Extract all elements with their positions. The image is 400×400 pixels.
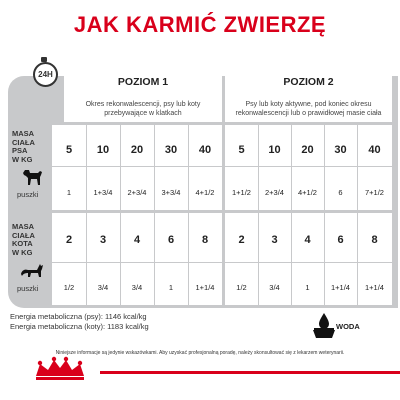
cat-icon — [20, 260, 46, 278]
cat-weight-cell: 3 — [271, 234, 278, 246]
dog-cans-cell: 4+1/2 — [298, 188, 317, 197]
page-title: JAK KARMIĆ ZWIERZĘ — [73, 12, 327, 37]
dog-cans-cell: 2+3/4 — [127, 188, 147, 197]
dog-cans-cell: 2+3/4 — [265, 188, 284, 197]
cat-cans-cell: 1/2 — [236, 283, 247, 292]
cat-cans-cell: 3/4 — [97, 283, 109, 292]
level-1-desc: Okres rekonwalescencji, psy lub koty przebywające w klatkach — [85, 101, 201, 117]
level-2-dog-section — [225, 125, 392, 210]
dog-cans-cell: 1 — [66, 188, 72, 197]
dog-cans-label: puszki — [17, 190, 39, 199]
disclaimer-note: Niniejsze informacje są jedynie wskazówkami. Aby uzyskać profesjonalną poradę, należy skonsultować się z lekarzem weterynarii. — [55, 350, 345, 356]
dog-weight-cell: 40 — [198, 144, 212, 156]
dog-icon — [22, 168, 44, 186]
royal-canin-crown-icon — [30, 356, 90, 382]
cat-weight-cell: 8 — [201, 234, 209, 246]
dog-cans-cell: 4+1/2 — [195, 188, 215, 197]
level-2-desc: Psy lub koty aktywne, pod koniec okresu rekonwalescencji lub o prawidłowej masie ciała — [235, 101, 382, 117]
water-bowl-icon — [312, 312, 336, 340]
dog-weight-cell: 10 — [268, 144, 281, 156]
dog-weight-label: MASA CIAŁA PSA W KG — [12, 129, 35, 164]
cat-cans-cell: 1 — [305, 283, 310, 292]
cat-cans-cell: 1+1/4 — [331, 283, 350, 292]
cat-weight-cell: 8 — [371, 234, 378, 246]
cat-cans-cell: 1+1/4 — [365, 283, 384, 292]
cat-cans-cell: 3/4 — [269, 283, 280, 292]
dog-cans-cell: 7+1/2 — [365, 188, 384, 197]
dog-weight-cell: 30 — [334, 144, 347, 156]
clock-icon: 24H — [33, 62, 58, 87]
dog-cans-cell: 6 — [338, 188, 343, 197]
level-1-title: POZIOM 1 — [117, 76, 169, 88]
dog-cans-cell: 1+3/4 — [93, 188, 113, 197]
cat-weight-cell: 6 — [167, 234, 175, 246]
cat-weight-cell: 2 — [238, 234, 245, 246]
cat-weight-label: MASA CIAŁA KOTA W KG — [12, 222, 35, 257]
cat-cans-cell: 1+1/4 — [195, 283, 215, 292]
dog-weight-cell: 5 — [238, 144, 245, 156]
cat-weight-cell: 6 — [337, 234, 344, 246]
cat-cans-label: puszki — [17, 284, 39, 293]
energy-cats: Energia metaboliczna (koty): 1183 kcal/kg — [10, 322, 149, 331]
dog-cans-cell: 1+1/2 — [232, 188, 251, 197]
cat-cans-cell: 1/2 — [63, 283, 75, 292]
dog-weight-cell: 30 — [164, 144, 178, 156]
water-label: WODA — [336, 322, 360, 331]
dog-weight-cell: 20 — [301, 144, 314, 156]
cat-weight-cell: 4 — [133, 234, 141, 246]
dog-weight-cell: 40 — [368, 144, 381, 156]
cat-cans-cell: 1 — [168, 283, 174, 292]
dog-cans-cell: 3+3/4 — [161, 188, 181, 197]
cat-cans-cell: 3/4 — [131, 283, 143, 292]
dog-weight-cell: 5 — [65, 144, 73, 156]
cat-weight-cell: 2 — [65, 234, 73, 246]
cat-weight-cell: 3 — [99, 234, 107, 246]
brand-stripe — [100, 371, 400, 374]
level-1-dog-section — [52, 125, 222, 210]
energy-dogs: Energia metaboliczna (psy): 1146 kcal/kg — [10, 312, 147, 321]
cat-weight-cell: 4 — [304, 234, 311, 246]
dog-weight-cell: 10 — [96, 144, 110, 156]
dog-weight-cell: 20 — [130, 144, 144, 156]
level-2-title: POZIOM 2 — [283, 76, 334, 88]
